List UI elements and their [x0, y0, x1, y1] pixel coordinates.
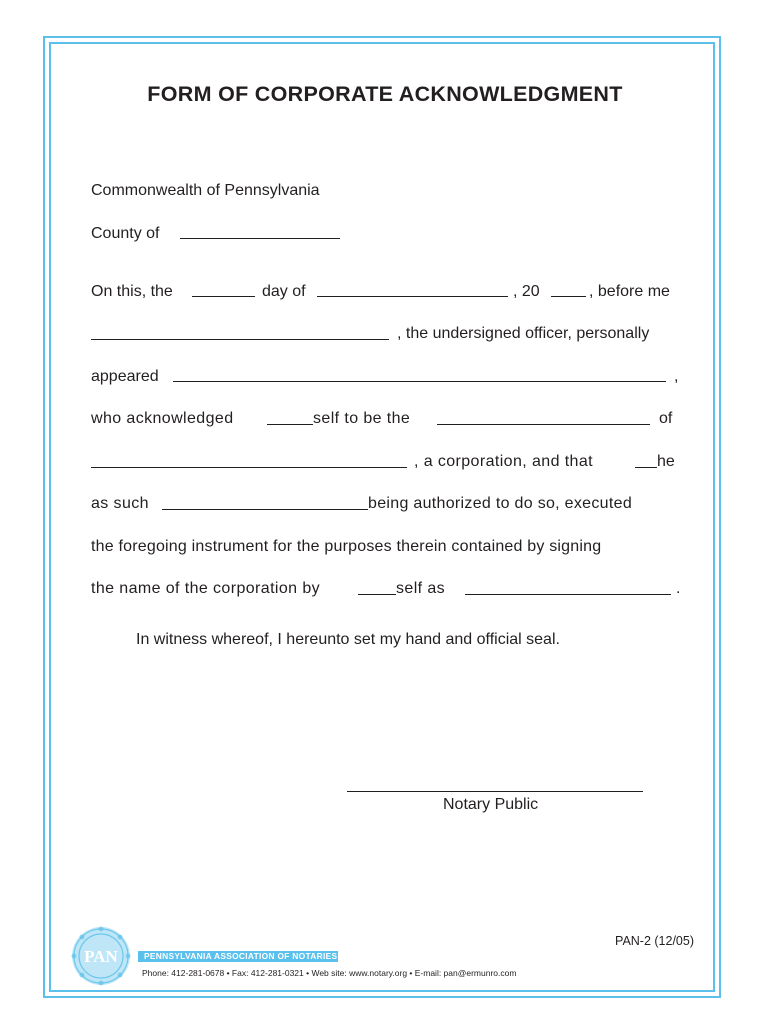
year-prefix-label: , 20 [513, 283, 540, 300]
pronoun-field-2[interactable] [635, 467, 657, 468]
appeared-label: appeared [91, 368, 159, 385]
form-code: PAN-2 (12/05) [615, 934, 694, 948]
witness-statement: In witness whereof, I hereunto set my hand and official seal. [136, 631, 560, 648]
year-field[interactable] [551, 296, 586, 297]
undersigned-label: , the undersigned officer, personally [397, 325, 650, 342]
notary-signature-line[interactable] [347, 791, 643, 792]
form-title: FORM OF CORPORATE ACKNOWLEDGMENT [147, 82, 623, 106]
notary-public-label: Notary Public [443, 796, 539, 813]
state-line: Commonwealth of Pennsylvania [91, 182, 320, 199]
self-as-label: self as [396, 580, 446, 597]
org-name-bar: PENNSYLVANIA ASSOCIATION OF NOTARIES [138, 951, 338, 962]
closing-period: . [676, 580, 681, 597]
corporation-label: , a corporation, and that [414, 453, 593, 470]
month-field[interactable] [317, 296, 508, 297]
signing-title-field[interactable] [465, 594, 671, 595]
day-of-label: day of [262, 283, 306, 300]
before-me-label: , before me [589, 283, 670, 300]
corporation-name-field[interactable] [91, 467, 407, 468]
seal-text: PAN [84, 947, 118, 966]
self-to-be-label: self to be the [313, 410, 411, 427]
authorized-label: being authorized to do so, executed [368, 495, 633, 512]
he-label: he [657, 453, 675, 470]
county-field[interactable] [180, 238, 340, 239]
on-this-label: On this, the [91, 283, 173, 300]
pronoun-field-1[interactable] [267, 424, 313, 425]
who-acknowledged-label: who acknowledged [91, 410, 234, 427]
contact-info: Phone: 412-281-0678 • Fax: 412-281-0321 • Web site: www.notary.org • E-mail: pan@ermunro.com [142, 968, 517, 978]
pronoun-field-3[interactable] [358, 594, 396, 595]
title-field[interactable] [437, 424, 650, 425]
as-such-label: as such [91, 495, 149, 512]
capacity-field[interactable] [162, 509, 368, 510]
of-label: of [659, 410, 673, 427]
name-of-corp-label: the name of the corporation by [91, 580, 321, 597]
foregoing-line: the foregoing instrument for the purposes therein contained by signing [91, 538, 602, 555]
pan-seal-icon [70, 925, 132, 987]
county-label: County of [91, 225, 160, 242]
officer-name-field[interactable] [91, 339, 389, 340]
day-number-field[interactable] [192, 296, 255, 297]
appeared-comma: , [674, 368, 679, 385]
appeared-person-field[interactable] [173, 381, 666, 382]
